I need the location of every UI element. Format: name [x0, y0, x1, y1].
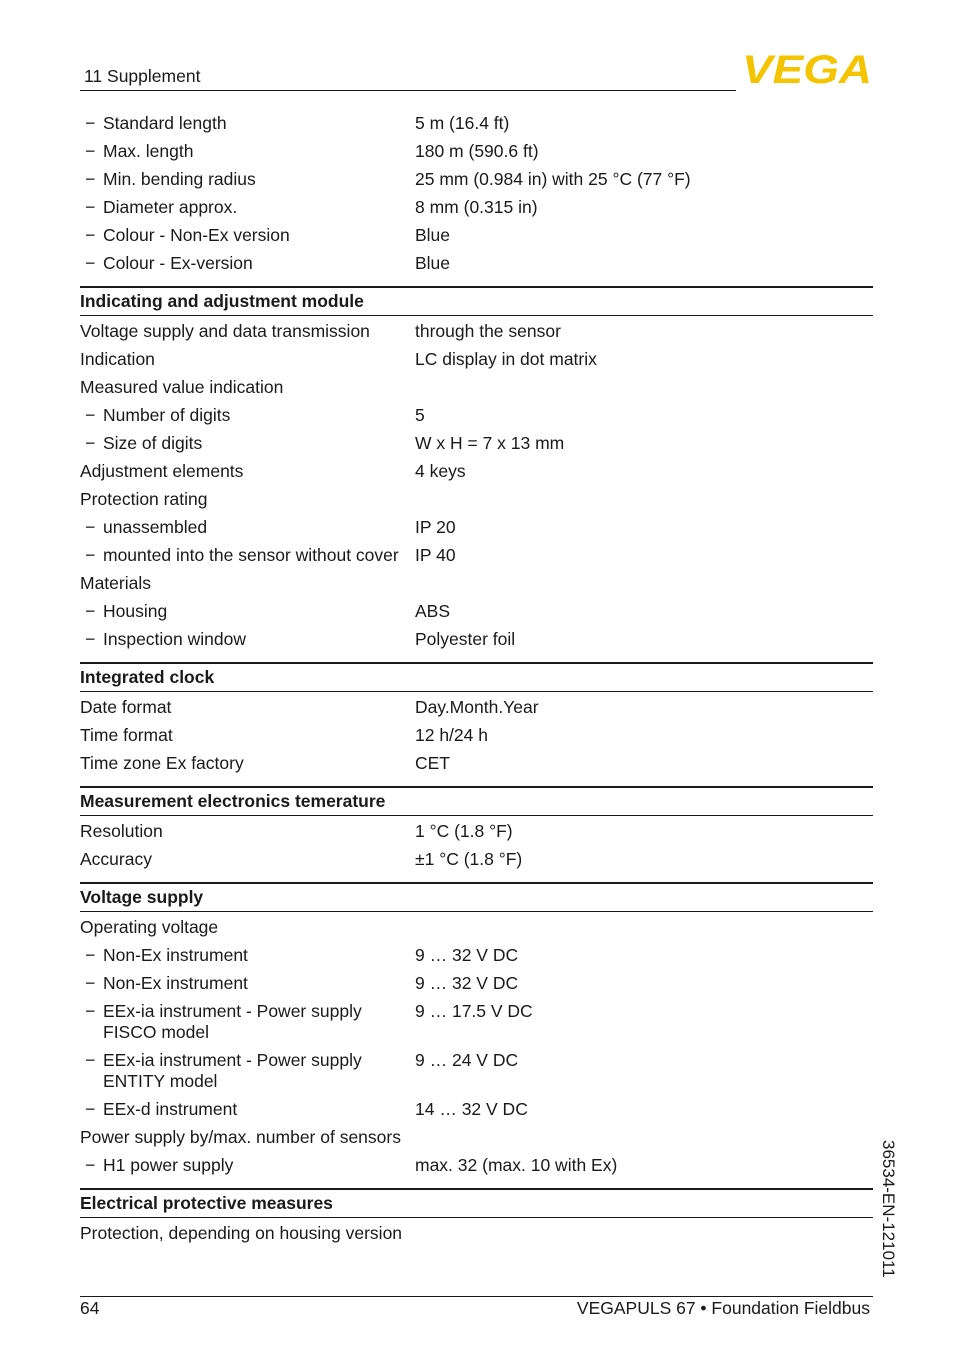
spec-row [80, 194, 873, 222]
spec-row [80, 694, 873, 722]
document-code: 36534-EN-121011 [879, 1140, 898, 1278]
spec-label: Protection rating [80, 489, 208, 509]
spec-row [80, 166, 873, 194]
spec-row [80, 998, 873, 1047]
spec-row [80, 486, 873, 514]
spec-row [80, 346, 873, 374]
spec-value: through the sensor [415, 321, 561, 341]
spec-row [80, 598, 873, 626]
spec-label: Operating voltage [80, 917, 219, 937]
spec-label: − Housing [80, 601, 415, 622]
spec-label: − Non-Ex instrument [80, 945, 415, 966]
spec-row [80, 250, 873, 278]
spec-value [415, 377, 873, 398]
spec-row [80, 430, 873, 458]
spec-row [80, 542, 873, 570]
spec-value: 5 m (16.4 ft) [415, 113, 510, 133]
spec-label: − Size of digits [80, 433, 415, 454]
spec-label: Power supply by/max. number of sensors [80, 1127, 401, 1147]
spec-label: − H1 power supply [80, 1155, 415, 1176]
header-divider [80, 90, 736, 91]
spec-label: − EEx-ia instrument - Power supply ENTITY model [80, 1050, 415, 1092]
spec-label: − unassembled [80, 517, 415, 538]
spec-row [80, 1047, 873, 1096]
spec-row [80, 374, 873, 402]
spec-label: − Diameter approx. [80, 197, 415, 218]
spec-row [80, 222, 873, 250]
spec-label: − Standard length [80, 113, 415, 134]
spec-row [80, 750, 873, 778]
spec-value [415, 573, 873, 594]
spec-row [80, 1152, 873, 1180]
spec-row [80, 942, 873, 970]
spec-value: 9 … 32 V DC [415, 973, 519, 993]
spec-label: Voltage supply and data transmission [80, 321, 370, 341]
spec-row [80, 402, 873, 430]
spec-label: − Inspection window [80, 629, 415, 650]
spec-row [80, 626, 873, 654]
page-number: 64 [80, 1298, 100, 1318]
spec-value: Day.Month.Year [415, 697, 539, 717]
spec-value: W x H = 7 x 13 mm [415, 433, 565, 453]
spec-label: − Number of digits [80, 405, 415, 426]
spec-row [80, 318, 873, 346]
spec-row [80, 570, 873, 598]
spec-content [80, 110, 873, 1248]
spec-row [80, 110, 873, 138]
spec-value: ABS [415, 601, 451, 621]
spec-value: Blue [415, 253, 451, 273]
spec-label: − Max. length [80, 141, 415, 162]
section-title: Electrical protective measures [80, 1188, 873, 1218]
section-header: 11 Supplement [84, 66, 201, 86]
spec-value: 9 … 32 V DC [415, 945, 519, 965]
spec-label: Indication [80, 349, 155, 369]
spec-row [80, 138, 873, 166]
spec-value: 5 [415, 405, 425, 425]
spec-label: Time format [80, 725, 173, 745]
spec-value: Blue [415, 225, 451, 245]
spec-value: 9 … 24 V DC [415, 1050, 519, 1070]
spec-row [80, 1096, 873, 1124]
spec-label: − Colour - Ex-version [80, 253, 415, 274]
spec-label: − mounted into the sensor without cover [80, 545, 415, 566]
spec-value: 1 °C (1.8 °F) [415, 821, 513, 841]
spec-value: 25 mm (0.984 in) with 25 °C (77 °F) [415, 169, 691, 189]
spec-label: Resolution [80, 821, 163, 841]
spec-value [415, 1127, 873, 1148]
spec-label: − Non-Ex instrument [80, 973, 415, 994]
spec-label: Materials [80, 573, 151, 593]
spec-value: IP 40 [415, 545, 456, 565]
spec-value: CET [415, 753, 450, 773]
footer-divider [80, 1296, 873, 1297]
spec-row [80, 1220, 873, 1248]
spec-row [80, 818, 873, 846]
vega-logo [742, 50, 872, 86]
spec-value [415, 917, 873, 938]
section-title: Measurement electronics temerature [80, 786, 873, 816]
spec-label: Accuracy [80, 849, 152, 869]
spec-label: Measured value indication [80, 377, 284, 397]
spec-row [80, 458, 873, 486]
spec-label: Adjustment elements [80, 461, 244, 481]
spec-value [415, 1223, 873, 1244]
spec-row [80, 514, 873, 542]
spec-row [80, 722, 873, 750]
spec-label: − Min. bending radius [80, 169, 415, 190]
spec-value: 180 m (590.6 ft) [415, 141, 539, 161]
spec-row [80, 846, 873, 874]
spec-label: Protection, depending on housing version [80, 1223, 403, 1243]
logo-text: VEGA [742, 50, 872, 86]
spec-value: IP 20 [415, 517, 456, 537]
spec-row [80, 970, 873, 998]
spec-label: − EEx-d instrument [80, 1099, 415, 1120]
section-title: Voltage supply [80, 882, 873, 912]
spec-value: Polyester foil [415, 629, 516, 649]
spec-value: LC display in dot matrix [415, 349, 597, 369]
spec-value: 14 … 32 V DC [415, 1099, 528, 1119]
spec-value: 8 mm (0.315 in) [415, 197, 538, 217]
spec-value: 4 keys [415, 461, 466, 481]
spec-value: max. 32 (max. 10 with Ex) [415, 1155, 618, 1175]
spec-value [415, 489, 873, 510]
spec-value: ±1 °C (1.8 °F) [415, 849, 523, 869]
document-title: VEGAPULS 67 • Foundation Fieldbus [576, 1298, 870, 1318]
spec-label: − EEx-ia instrument - Power supply FISCO model [80, 1001, 415, 1043]
section-title: Indicating and adjustment module [80, 286, 873, 316]
spec-value: 12 h/24 h [415, 725, 488, 745]
spec-value: 9 … 17.5 V DC [415, 1001, 533, 1021]
section-title: Integrated clock [80, 662, 873, 692]
spec-row [80, 1124, 873, 1152]
spec-row [80, 914, 873, 942]
spec-label: Time zone Ex factory [80, 753, 244, 773]
spec-label: Date format [80, 697, 172, 717]
spec-label: − Colour - Non-Ex version [80, 225, 415, 246]
